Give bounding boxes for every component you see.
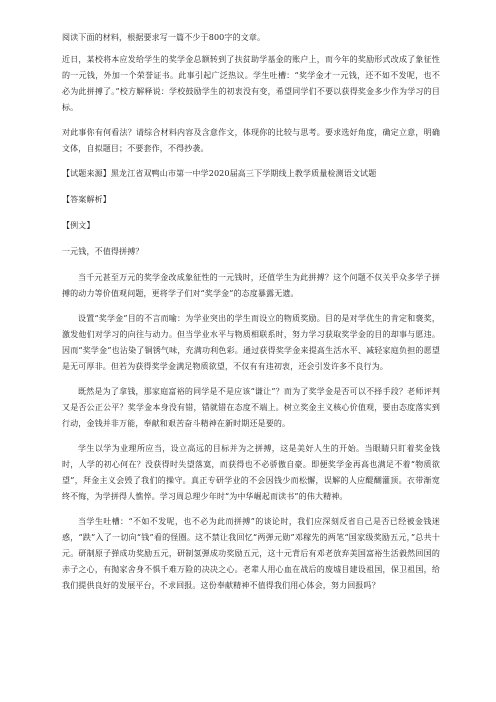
essay-title: 一元钱，不值得拼搏？: [62, 247, 144, 256]
essay-paragraph-3: 既然是为了拿钱，那家庭富裕的同学是不是应该“谦让”？而为了奖学金是否可以不择手段？老师评判又是否公正公平？奖学金本身没有错，错就错在态度不端上。树立奖金主义核心价值观，要由态度落实到行动，金钱并非万能，奉献和艰苦奋斗精神在新时期还是要的。: [62, 387, 440, 428]
answer-analysis-label: 【答案解析】: [62, 195, 111, 204]
essay-paragraph-2: 设置“奖学金”目的不言而喻：为学业突出的学生而设立的物质奖励。目的是对学优生的肯定和褒奖，激发他们对学习的向往与动力。但当学业水平与物质相联系时，努力学习获取奖学金的目的却事与愿违。因而“奖学金”也沾染了铜锈气味，充满功利色彩。通过获得奖学金来提高生活水平、减轻家庭负担的愿望是无可厚非。但若为获得奖学金满足物质欲望，不仅有有违初衷，还会引发许多不良行为。: [62, 314, 440, 371]
material-paragraph: 近日，某校将本应发给学生的奖学金总额转到了扶贫助学基金的账户上，而今年的奖励形式改成了象征性的一元钱，外加一个荣誉证书。此事引起广泛热议。学生吐槽：“奖学金才一元钱，还不如不发呢，也不必为此拼搏了。”校方解释说：学校鼓励学生的初衷没有变，希望同学们不要以获得奖金多少作为学习的目标。: [62, 55, 440, 112]
essay-prompt: 阅读下面的材料，根据要求写一篇不少于800字的文章。: [62, 33, 266, 42]
essay-paragraph-4: 学生以学为业理所应当，设立高远的目标并为之拼搏，这是美好人生的开始。当眼睛只盯着奖金钱时，人学的初心何在？没获得时失望落寞，而获得也不必骄傲自豪。即便奖学金再高也满足不着“物质欲望”，拜金主义会毁了我们的操守。真正专研学业的不会因钱少而松懈，误解的人应醍醐灌顶。衣带渐宽终不悔，为学拼得人憔悴。学习周总理少年时“为中华崛起而读书”的伟大精神。: [62, 444, 440, 501]
question-source: 【试题来源】黑龙江省双鸭山市第一中学2020届高三下学期线上教学质量检测语文试题: [62, 169, 377, 178]
essay-paragraph-5: 当学生吐槽：“不如不发呢，也不必为此而拼搏”的谈论时，我们应深刻反省自己是否已经被金钱迷惑，“跌”入了一切向“钱”看的怪圈。这不禁让我回忆“两弹元勋”邓稼先的两笔“国家级奖励五元，”总共十元。研制原子弹成功奖励五元，研制氢弹成功奖励五元，这十元背后有邓老放弃美国富裕生活毅然回国的赤子之心，有抛家舍身不惧千难万险的决决之心。老辈人用心血在战后的废墟目建设祖国，保卫祖国，给我们提供良好的发展平台，不求回报。这份奉献精神不值得我们用心体会，努力回报吗？: [62, 517, 440, 590]
essay-paragraph-1: 当千元甚至万元的奖学金改成象征性的一元钱时，还值学生为此拼搏？这个问题不仅关乎众多学子拼搏的动力等价值观问题，更将学子们对“奖学金”的态度暴露无遗。: [62, 273, 440, 298]
example-essay-label: 【例文】: [62, 221, 95, 230]
writing-requirements: 对此事你有何看法？请综合材料内容及含意作文，体现你的比较与思考。要求选好角度，确定立意，明确文体，自拟题目；不要套作，不得抄袭。: [62, 128, 440, 153]
